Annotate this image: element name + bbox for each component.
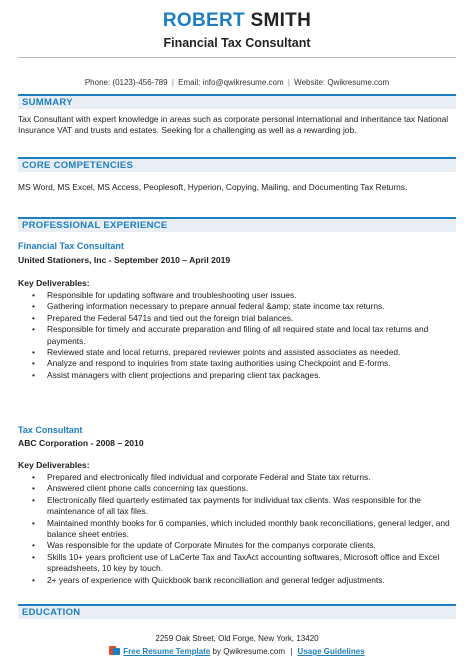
footer-separator: | — [290, 647, 293, 656]
section-title: PROFESSIONAL EXPERIENCE — [22, 220, 168, 231]
contact-phone: Phone: (0123)-456-789 — [84, 78, 168, 87]
list-item: • Assist managers with client projections and preparing client tax packages. — [30, 370, 450, 381]
job-company: United Stationers, Inc - September 2010 – April 2019 — [18, 255, 231, 265]
first-name: ROBERT — [162, 10, 245, 31]
section-header-experience — [18, 217, 456, 232]
section-title: SUMMARY — [22, 97, 73, 108]
list-item: • Answered client phone calls concerning tax questions. — [30, 483, 450, 494]
job-role: Financial Tax Consultant — [18, 241, 124, 251]
section-header-summary — [18, 94, 456, 109]
deliverables-label: Key Deliverables: — [18, 278, 90, 288]
title-divider — [18, 57, 456, 58]
job-role: Tax Consultant — [18, 425, 83, 435]
contact-line — [0, 78, 474, 87]
contact-separator: | — [287, 78, 290, 87]
last-name: SMITH — [250, 10, 312, 31]
deliverables-list — [30, 472, 450, 586]
contact-separator: | — [171, 78, 174, 87]
free-resume-template-link[interactable]: Free Resume Template — [123, 647, 211, 656]
deliverables-list — [30, 290, 450, 381]
competencies-text: MS Word, MS Excel, MS Access, Peoplesoft, Hyperion, Copying, Mailing, and Documenting Tax Returns. — [18, 182, 408, 192]
deliverables-label: Key Deliverables: — [18, 460, 90, 470]
contact-email: Email: info@qwikresume.com — [178, 78, 284, 87]
footer-address: 2259 Oak Street, Old Forge, New York, 13420 — [155, 634, 319, 643]
list-item: • Maintained monthly books for 6 companies, which included monthly bank reconciliations, general ledger, and balance sheet entries. — [30, 518, 450, 541]
list-item: • Reviewed state and local returns, prepared reviewer points and assisted associates as needed. — [30, 347, 450, 358]
list-item: • 2+ years of experience with Quickbook bank reconciliation and general ledger adjustments. — [30, 575, 450, 586]
list-item: • Was responsible for the update of Corporate Minutes for the companys corporate clients. — [30, 540, 450, 551]
section-header-education — [18, 604, 456, 619]
list-item: • Gathering information necessary to prepare annual federal &amp; state income tax returns. — [30, 301, 450, 312]
list-item: • Prepared and electronically filed individual and corporate Federal and State tax returns. — [30, 472, 450, 483]
list-item: • Prepared the Federal 5471s and tied out the foreign trial balances. — [30, 313, 450, 324]
list-item: • Responsible for timely and accurate preparation and filing of all required state and local tax returns and payments. — [30, 324, 450, 347]
list-item: • Responsible for updating software and troubleshooting user issues. — [30, 290, 450, 301]
contact-website: Website: Qwikresume.com — [294, 78, 390, 87]
footer-links — [0, 646, 474, 656]
summary-text: Tax Consultant with expert knowledge in areas such as corporate personal international and inheritance tax National Insurance VAT and trusts and estates. Seeking for a challenging as well as a rewarding job. — [18, 114, 449, 136]
footer-by-text: by Qwikresume.com — [212, 647, 285, 656]
job-title: Financial Tax Consultant — [163, 36, 311, 50]
candidate-name — [0, 10, 474, 32]
job-company: ABC Corporation - 2008 – 2010 — [18, 438, 144, 448]
section-title: EDUCATION — [22, 607, 81, 618]
section-title: CORE COMPETENCIES — [22, 160, 134, 171]
qwikresume-logo-icon — [109, 646, 120, 655]
section-header-competencies — [18, 157, 456, 172]
list-item: • Electronically filed quarterly estimated tax payments for individual tax clients. Was responsible for the maintenance of all tax files. — [30, 495, 450, 518]
usage-guidelines-link[interactable]: Usage Guidelines — [297, 647, 365, 656]
list-item: • Analyze and respond to inquiries from state taxing authorities using Checkpoint and E-forms. — [30, 358, 450, 369]
list-item: • Skills 10+ years proficient use of LaCerte Tax and TaxAct accounting softwares, Microsoft office and Excel spreadsheets, 10 key by touch. — [30, 552, 450, 575]
